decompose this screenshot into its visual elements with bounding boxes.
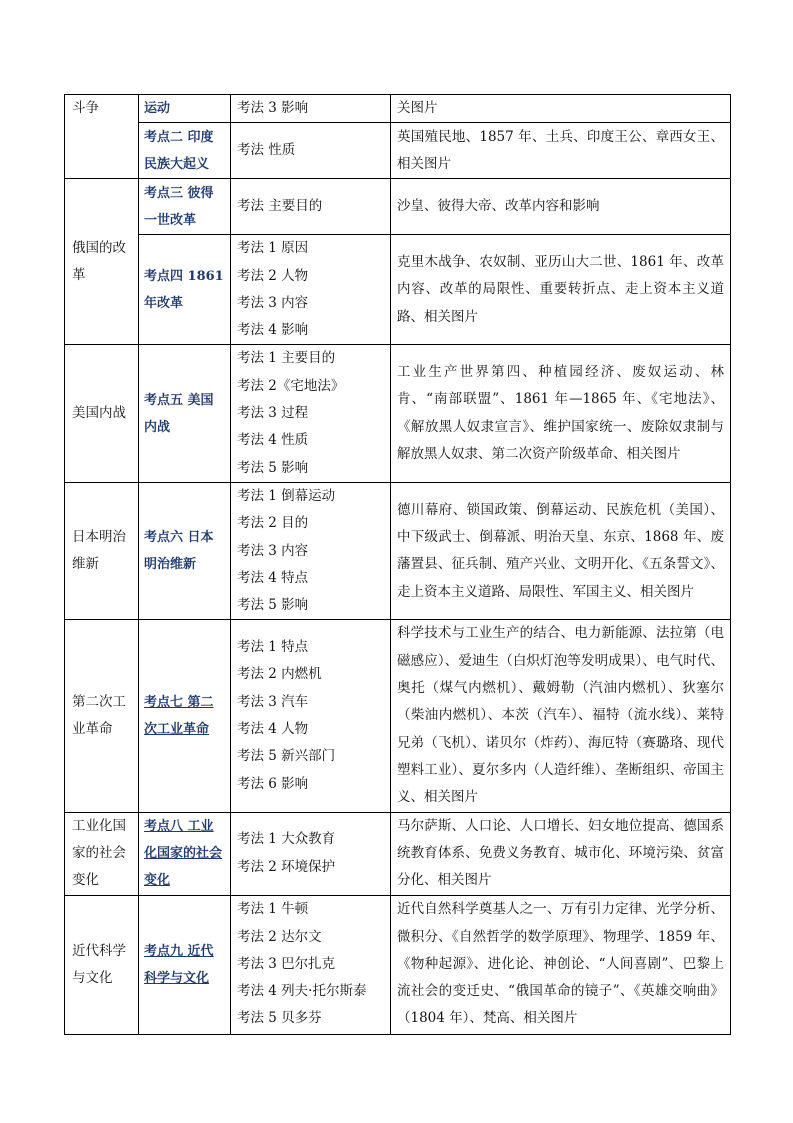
kaofa-item: 考法 5 影响 [237, 459, 309, 476]
kaofa-item: 考法 3 汽车 [237, 693, 309, 710]
kaofa-item: 考法 3 影响 [237, 100, 309, 116]
topic-cell: 第二次工业革命 [65, 620, 139, 812]
kaofa-item: 考法 1 倒幕运动 [237, 487, 336, 504]
topic-cell: 美国内战 [65, 345, 139, 482]
kaofa-item: 考法 3 内容 [237, 542, 309, 559]
kaofa-cell [231, 179, 391, 235]
kaofa-item: 考法 2 目的 [237, 515, 309, 532]
keywords-cell: 马尔萨斯、人口论、人口增长、妇女地位提高、德国系统教育体系、免费义务教育、城市化、环境污染、贫富分化、相关图片 [391, 812, 731, 895]
table-row [65, 345, 731, 482]
kaodian-cell [139, 812, 231, 895]
kaofa-item: 考法 2《宅地法》 [237, 377, 345, 394]
topic-cell: 工业化国家的社会变化 [65, 812, 139, 895]
kaodian-label: 考点五 美国内战 [144, 392, 214, 435]
kaofa-cell [231, 235, 391, 345]
keywords-cell: 科学技术与工业生产的结合、电力新能源、法拉第（电磁感应）、爱迪生（白炽灯泡等发明成果）、电气时代、奥托（煤气内燃机）、戴姆勒（汽油内燃机）、狄塞尔（柴油内燃机）、本茨（汽车）、福特（流水线）、莱特兄弟（飞机）、诺贝尔（炸药）、海厄特（赛璐珞、现代塑料工业）、夏尔多内（人造纤维）、垄断组织、帝国主义、相关图片 [391, 620, 731, 812]
kaodian-label: 考点四 1861 年改革 [144, 268, 224, 311]
table-row [65, 235, 731, 345]
kaofa-item: 考法 1 牛顿 [237, 901, 309, 918]
kaofa-item: 考法 3 过程 [237, 405, 309, 422]
kaofa-item: 考法 主要目的 [237, 198, 323, 215]
table-row [65, 95, 731, 123]
kaodian-label: 考点六 日本明治维新 [144, 530, 214, 573]
kaofa-cell [231, 123, 391, 179]
table-row [65, 123, 731, 179]
keywords-cell: 德川幕府、锁国政策、倒幕运动、民族危机（美国）、中下级武士、倒幕派、明治天皇、东京、1868 年、废藩置县、征兵制、殖产兴业、文明开化、《五条誓文》、走上资本主义道路、局限性、军国主义、相关图片 [391, 482, 731, 619]
kaodian-label: 考点八 工业化国家的社会变化 [144, 819, 223, 889]
kaodian-cell [139, 95, 231, 123]
kaofa-item: 考法 4 特点 [237, 569, 309, 586]
kaofa-item: 考法 5 影响 [237, 597, 309, 614]
keywords-cell: 英国殖民地、1857 年、土兵、印度王公、章西女王、相关图片 [391, 123, 731, 179]
keywords-cell: 工业生产世界第四、种植园经济、废奴运动、林肯、“南部联盟”、1861 年—1865 年、《宅地法》、《解放黑人奴隶宣言》、维护国家统一、废除奴隶制与解放黑人奴隶、第二次资产阶级革命、相关图片 [391, 345, 731, 482]
kaofa-item: 考法 6 影响 [237, 775, 309, 792]
table-row [65, 620, 731, 812]
kaofa-item: 考法 2 人物 [237, 267, 309, 284]
kaofa-item: 考法 2 内燃机 [237, 666, 322, 683]
kaofa-item: 考法 4 人物 [237, 720, 309, 737]
keywords-cell: 克里木战争、农奴制、亚历山大二世、1861 年、改革内容、改革的局限性、重要转折点、走上资本主义道路、相关图片 [391, 235, 731, 345]
keywords-cell: 近代自然科学奠基人之一、万有引力定律、光学分析、微积分、《自然哲学的数学原理》、物理学、1859 年、《物种起源》、进化论、神创论、“人间喜剧”、巴黎上流社会的变迁史、“俄国革命的镜子”、《英雄交响曲》（1804 年）、梵高、相关图片 [391, 895, 731, 1034]
kaofa-cell [231, 345, 391, 482]
kaodian-cell [139, 123, 231, 179]
table-row [65, 482, 731, 619]
kaodian-label: 考点九 近代科学与文化 [144, 943, 214, 986]
kaofa-item: 考法 3 巴尔扎克 [237, 955, 336, 972]
kaofa-item: 考法 性质 [237, 142, 296, 159]
kaofa-cell [231, 482, 391, 619]
kaodian-label: 运动 [144, 101, 171, 117]
kaofa-item: 考法 2 达尔文 [237, 928, 322, 945]
kaofa-item: 考法 1 原因 [237, 240, 309, 257]
kaodian-label: 考点七 第二次工业革命 [144, 694, 214, 737]
kaofa-cell [231, 895, 391, 1034]
topic-cell: 近代科学与文化 [65, 895, 139, 1034]
kaodian-cell [139, 235, 231, 345]
kaofa-item: 考法 5 贝多芬 [237, 1010, 322, 1027]
kaodian-cell [139, 895, 231, 1034]
kaofa-item: 考法 3 内容 [237, 294, 309, 311]
kaofa-item: 考法 2 环境保护 [237, 858, 336, 875]
kaofa-item: 考法 1 特点 [237, 639, 309, 656]
kaofa-item: 考法 4 影响 [237, 322, 309, 339]
kaofa-cell [231, 620, 391, 812]
kaodian-cell [139, 482, 231, 619]
topic-cell: 斗争 [65, 95, 139, 179]
keywords-cell: 关图片 [391, 95, 731, 123]
keywords-cell: 沙皇、彼得大帝、改革内容和影响 [391, 179, 731, 235]
kaodian-label: 考点二 印度民族大起义 [144, 129, 214, 172]
kaofa-item: 考法 1 主要目的 [237, 350, 336, 367]
kaofa-item: 考法 1 大众教育 [237, 831, 336, 848]
table-row [65, 179, 731, 235]
kaofa-item: 考法 5 新兴部门 [237, 748, 336, 765]
kaofa-cell [231, 95, 391, 123]
kaodian-label: 考点三 彼得一世改革 [144, 185, 214, 228]
kaodian-cell [139, 345, 231, 482]
kaofa-item: 考法 4 性质 [237, 432, 309, 449]
kaofa-cell [231, 812, 391, 895]
topic-cell: 俄国的改革 [65, 179, 139, 345]
kaodian-cell [139, 620, 231, 812]
topic-cell: 日本明治维新 [65, 482, 139, 619]
kaodian-cell [139, 179, 231, 235]
kaofa-item: 考法 4 列夫·托尔斯泰 [237, 983, 367, 1000]
table-row [65, 812, 731, 895]
review-table [64, 94, 731, 1035]
table-row [65, 895, 731, 1034]
